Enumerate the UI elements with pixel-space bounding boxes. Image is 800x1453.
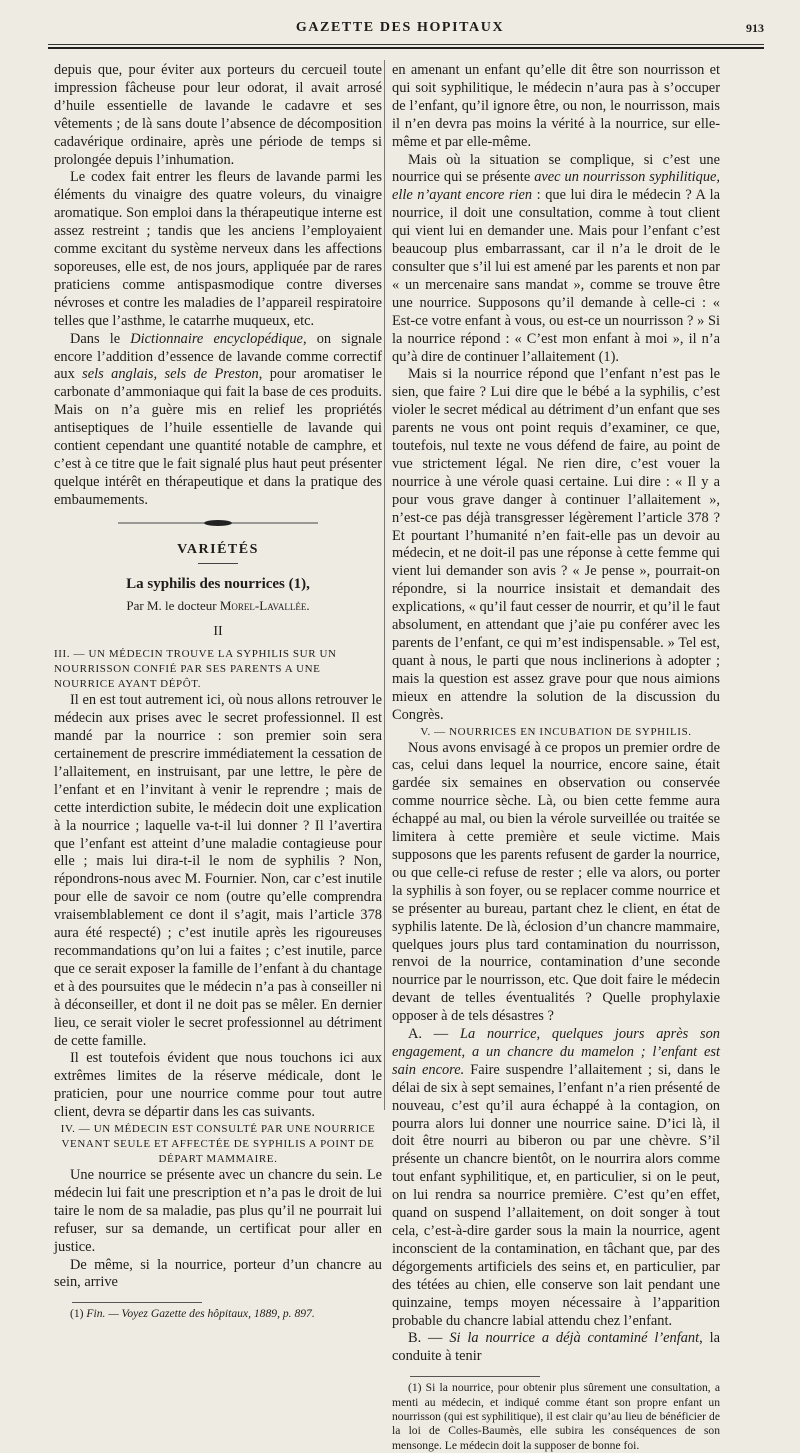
paragraph: depuis que, pour éviter aux porteurs du cercueil toute impression fâcheuse pour leur odorat, il avait arrosé d’huile essentielle de lavande le cadavre et ses vêtements ; de là sans doute l’absence de décomposition cadavérique ordinaire, après une période de temps si prolongée depuis l’inhumation. bbox=[54, 62, 382, 168]
case-label: B. — bbox=[408, 1330, 450, 1347]
subsection-heading: V. — NOURRICES EN INCUBATION DE SYPHILIS. bbox=[420, 725, 692, 738]
right-column bbox=[392, 62, 720, 1453]
header-rule-thin bbox=[48, 44, 764, 45]
footnote-text: , 1889, p. 897. bbox=[248, 1307, 315, 1321]
paragraph: Il est toutefois évident que nous touchons ici aux extrêmes limites de la réserve médicale, dont le praticien, pour une nourrice comme pour tout autre client, devra se départir dans les cas suivants. bbox=[54, 1050, 382, 1121]
footnote-marker: (1) bbox=[70, 1307, 87, 1321]
paragraph bbox=[392, 152, 720, 367]
case-title: Si la nourrice a déjà contaminé l’enfant bbox=[449, 1330, 700, 1347]
footnote: (1) Si la nourrice, pour obtenir plus sûrement une consultation, a menti au médecin, et indiqué comme étant son propre enfant un nourrisson (qui est syphilitique), il est clair qu’au lieu de bénéficier de la loi de Colles-Baumès, elle subira les conséquences de son mensonge. Le médecin doit la supposer de bonne foi. bbox=[392, 1381, 720, 1452]
text-run: : que lui dira le médecin ? A la nourrice, il doit une consultation, comme à tout client qui vient lui en demander une. Mais pour l’enfant c’est beaucoup plus embarrassant, car il n’a le droit de le consulter que s’il lui est amené par les parents et non par « un mercenaire sans mandat », comme se trouve être une nourrice. Supposons qu’il demande à celle-ci : « Est-ce votre enfant à vous, ou est-ce un nourrisson ? » Si la nourrice répond : « C’est mon enfant à moi », il n’a qu’à dire de continuer l’allaitement (1). bbox=[392, 187, 720, 365]
subsection-heading: IV. — UN MÉDECIN EST CONSULTÉ PAR UNE NOURRICE VENANT SEULE ET AFFECTÉE DE SYPHILIS A POINT DE DÉPART MAMMAIRE. bbox=[60, 1123, 376, 1166]
paragraph: Il en est tout autrement ici, où nous allons retrouver le médecin aux prises avec le secret professionnel. Il est mandé par la nourrice : son premier soin sera certainement de prescrire immédiatement la cessation de l’allaitement, en instruisant, par une lettre, le père de l’enfant et en l’invitant à venir le reprendre ; mais de cette interdiction subite, le médecin doit une explication à la nourrice ; laquelle va-t-il lui donner ? Il l’avertira que l’enfant est atteint d’une maladie contagieuse pour elle ; mais lui dira-t-il le nom de syphilis ? Non, répondrons-nous avec M. Fournier. Non, car c’est inutile pour elle de savoir ce nom (outre qu’elle comprendra vraisemblablement ce dont il s’agit, mais l’article 378 aura été respecté) ; c’est inutile après les rigoureuses recommandations qu’on lui a faites ; c’est inutile, parce que ce serait exposer la famille de l’enfant à du chantage et à des poursuites que le médecin n’a pas à conseiller ni à déconseiller, et dont il ne doit pas se mêler. En dernier lieu, ce serait violer le secret professionnel au détriment de cette famille. bbox=[54, 692, 382, 1049]
column-divider bbox=[384, 60, 385, 1110]
paragraph: en amenant un enfant qu’elle dit être son nourrisson et qui soit syphilitique, le médecin n’aura pas à s’occuper de l’enfant, qu’il ignore être, ou non, le nourrisson, mais il n’en devra pas moins la vérité à la nourrice, sur elle-même et par elle-même. bbox=[392, 62, 720, 150]
section-title: VARIÉTÉS bbox=[177, 541, 259, 557]
article-title: La syphilis des nourrices (1), bbox=[126, 575, 310, 592]
italic-term: sels anglais, sels de Preston bbox=[82, 366, 259, 383]
paragraph bbox=[392, 1026, 720, 1330]
ornament-rule-icon bbox=[118, 518, 318, 528]
footnote-rule bbox=[410, 1376, 540, 1377]
subsection-heading: III. — UN MÉDECIN TROUVE LA SYPHILIS SUR UN NOURRISSON CONFIÉ PAR SES PARENTS A UNE NOURRICE AYANT DÉPÔT. bbox=[54, 648, 337, 691]
title-rule bbox=[198, 563, 238, 564]
text-run: Dans le bbox=[70, 330, 131, 347]
page-number: 913 bbox=[746, 21, 764, 35]
text-run: Faire suspendre l’allaitement ; si, dans le délai de six à sept semaines, l’enfant n’a rien présenté de nouveau, c’est qu’il aura échappé à la contagion, on pourra alors lui donner une nourrice saine. D’ici là, il doit être nourri au biberon ou par une chèvre. S’il présente un chancre bientôt, on le nourrira alors comme tout enfant syphilitique, et, en particulier, si on le peut, on lui rendra sa nourrice première. C’est qu’en effet, quand on suspend l’allaitement, on doit songer à tout cela, c’est-à-dire garder sous la main la nourrice, agent inconscient de la contamination, en tâchant que, par des dégorgements artificiels des seins et, en particulier, par des tétées au chien, elle conserve son lait pendant une quinzaine, temps moyen nécessaire à l’apparition probable du chancre labial attendu chez l’enfant. bbox=[392, 1061, 720, 1329]
italic-phrase: avec un nourrisson syphilitique, elle n’ayant encore rien bbox=[392, 169, 720, 204]
text-run: , la conduite à tenir bbox=[392, 1330, 720, 1365]
case-label: A. — bbox=[408, 1026, 460, 1043]
author-name: Morel-Lavallée. bbox=[219, 598, 310, 614]
footnote-reference: Gazette des hôpitaux bbox=[150, 1307, 249, 1321]
text-run: Mais où la situation se complique, si c’est une nourrice qui se présente bbox=[392, 151, 720, 186]
left-column bbox=[54, 62, 382, 1322]
paragraph: Le codex fait entrer les fleurs de lavande parmi les éléments du vinaigre des quatre voleurs, du vinaigre aromatique. Son emploi dans la thérapeutique interne est assez restreint ; tandis que les anciens l’employaient comme excitant du système nerveux dans les affections soporeuses, elle est, de nos jours, appliquée par de rares praticiens comme antispasmodique contre diverses névroses et contre les maladies de l’appareil respiratoire telles que l’asthme, le catarrhe muqueux, etc. bbox=[54, 169, 382, 329]
paragraph: De même, si la nourrice, porteur d’un chancre au sein, arrive bbox=[54, 1256, 382, 1291]
paragraph: Mais si la nourrice répond que l’enfant n’est pas le sien, que faire ? Lui dire que le bébé a la syphilis, c’est violer le secret médical au détriment d’un enfant que ses parents ne vous ont point requis d’examiner, ce que, toutefois, nul texte ne vous défend de faire, au point de vue strictement légal. Ne rien dire, c’est vouer la nourrice à une vérole quasi certaine. Lui dire : « Il y a pour vous grave danger à continuer l’allaitement », n’est-ce pas déjà transgresser légèrement l’article 378 ? Et pourtant l’humanité n’en fait-elle pas un devoir au médecin, et ne doit-il pas une réponse à cette femme qui vient lui demander son avis ? « Je pense », pourrait-on répondre, si la nourrice insistait et demandait des explications, « qu’il faut cesser de nourrir, et qu’il le faut absolument, en attendant que j’aie pu conférer avec les parents de l’enfant, ce qui m’est indispensable. » Tel est, quant à nous, le parti que nous inclinerions à adopter ; mais la question est assez grave pour que nous aimions mieux en attendre la solution de la discussion du Congrès. bbox=[392, 366, 720, 723]
author-prefix: Par M. le docteur bbox=[126, 598, 220, 614]
paragraph: Nous avons envisagé à ce propos un premier ordre de cas, celui dans lequel la nourrice, encore saine, était gardée six semaines en observation ou conservée comme nourrice sèche. Là, ou bien cette femme aura échappé au mal, ou bien la vérole surveillée ou traitée se limitera à cette première et seule victime. Mais supposons que les parents refusent de garder la nourrice, ou que celle-ci refuse de rester ; elle va alors, ou porter la syphilis à son foyer, ou se replacer comme nourrice et se présenter au bureau, partant chez le client, en état de syphilis latente. De là, éclosion d’un chancre mammaire, quelques jours plus tard contamination du nourrisson, renvoi de la nourrice, contamination d’une seconde nourrice par le nourrisson, etc. Que doit faire le médecin devant de telles éventualités ? Quelle prophylaxie opposer à de tels désastres ? bbox=[392, 739, 720, 1025]
paragraph bbox=[392, 1330, 720, 1366]
case-title: La nourrice, quelques jours après son engagement, a un chancre du mamelon ; l’enfant est sain encore. bbox=[392, 1026, 720, 1078]
italic-reference: Dictionnaire encyclopédique bbox=[130, 330, 303, 347]
text-run: , pour aromatiser le carbonate d’ammoniaque qui fait la base de ces produits. Mais on n’a guère mis en relief les propriétés antiseptiques de l’huile essentielle de lavande qui contient cependant une quantité notable de camphre, et c’est à ce titre que le fait signalé plus haut peut présenter quelque intérêt en thérapeutique et dans la pratique des embaumements. bbox=[54, 366, 382, 508]
paragraph bbox=[54, 331, 382, 510]
footnote bbox=[54, 1307, 382, 1321]
author-line bbox=[54, 597, 382, 615]
footnote-rule bbox=[72, 1302, 202, 1303]
paragraph: Une nourrice se présente avec un chancre du sein. Le médecin lui fait une prescription et n’a pas le droit de lui taire le nom de sa maladie, pas plus qu’il ne pourrait lui refuser, sur sa demande, un certificat pour aller en justice. bbox=[54, 1167, 382, 1255]
text-run: , on signale encore l’addition d’essence de lavande comme correctif aux bbox=[54, 330, 382, 383]
page-header bbox=[0, 0, 800, 62]
running-title: GAZETTE DES HOPITAUX bbox=[295, 20, 505, 35]
header-rule-thick bbox=[48, 47, 764, 49]
section-ornament bbox=[54, 518, 382, 531]
footnote-text: Fin. — Voyez bbox=[86, 1307, 151, 1321]
part-number: II bbox=[213, 624, 223, 640]
